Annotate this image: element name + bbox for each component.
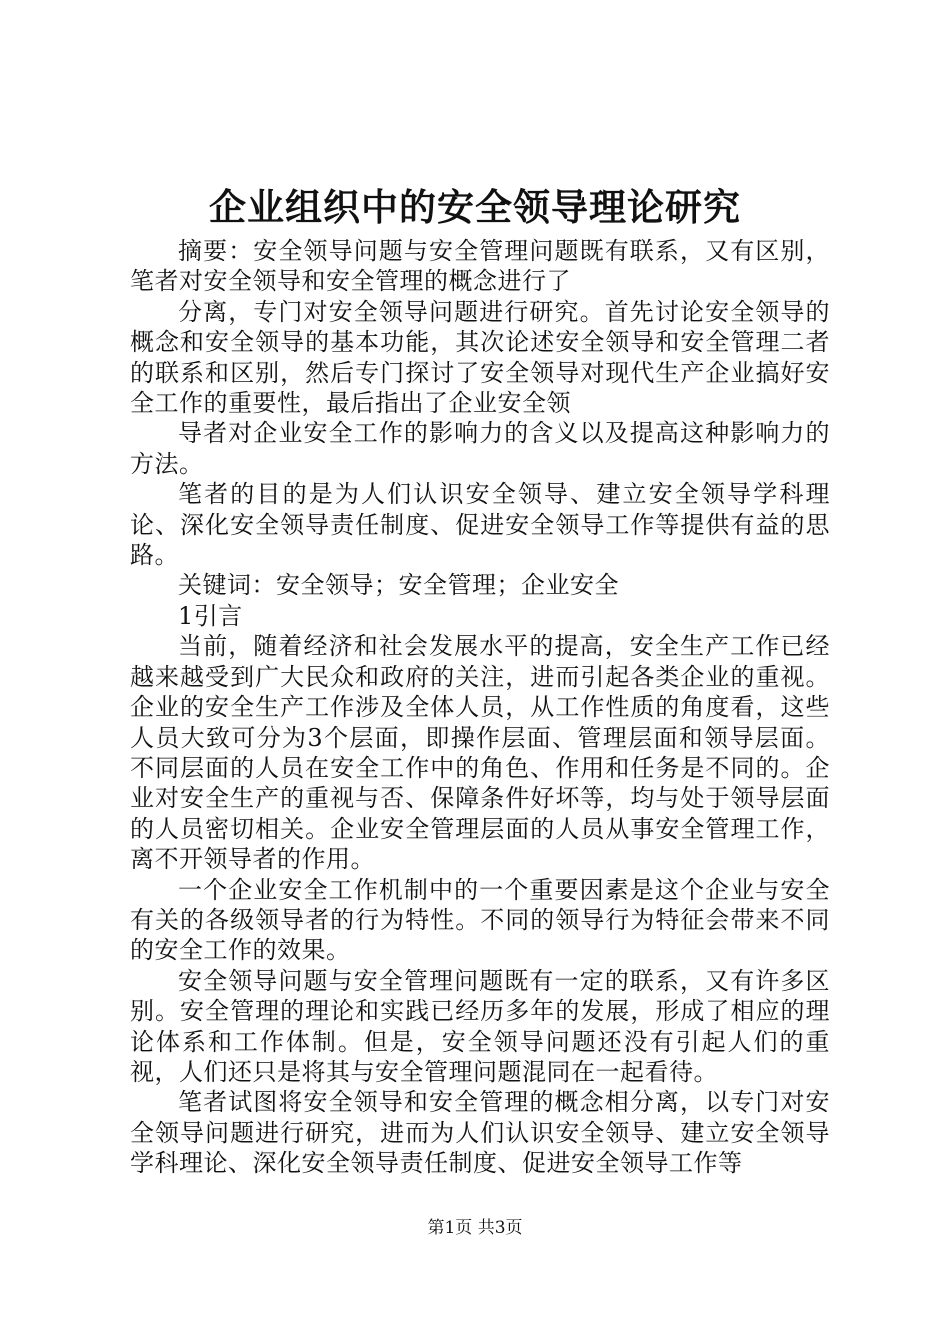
paragraph-abstract-end: 导者对企业安全工作的影响力的含义以及提高这种影响力的方法。 — [130, 419, 830, 478]
paragraph-abstract: 摘要：安全领导问题与安全管理问题既有联系，又有区别，笔者对安全领导和安全管理的概念进行了 — [130, 237, 830, 296]
document-title: 企业组织中的安全领导理论研究 — [209, 185, 741, 229]
paragraph-abstract-continued: 分离，专门对安全领导问题进行研究。首先讨论安全领导的概念和安全领导的基本功能，其次论述安全领导和安全管理二者的联系和区别，然后专门探讨了安全领导对现代生产企业搞好安全工作的重要性，最后指出了企业安全领 — [130, 297, 830, 418]
section-heading-introduction: 1引言 — [178, 601, 243, 630]
paragraph-intro-1: 当前，随着经济和社会发展水平的提高，安全生产工作已经越来越受到广大民众和政府的关注，进而引起各类企业的重视。企业的安全生产工作涉及全体人员，从工作性质的角度看，这些人员大致可分为3个层面，即操作层面、管理层面和领导层面。不同层面的人员在安全工作中的角色、作用和任务是不同的。企业对安全生产的重视与否、保障条件好坏等，均与处于领导层面的人员密切相关。企业安全管理层面的人员从事安全管理工作，离不开领导者的作用。 — [130, 632, 830, 874]
paragraph-intro-3: 安全领导问题与安全管理问题既有一定的联系，又有许多区别。安全管理的理论和实践已经历多年的发展，形成了相应的理论体系和工作体制。但是，安全领导问题还没有引起人们的重视，人们还只是将其与安全管理问题混同在一起看待。 — [130, 966, 830, 1086]
document-body — [130, 236, 830, 1179]
paragraph-purpose: 笔者的目的是为人们认识安全领导、建立安全领导学科理论、深化安全领导责任制度、促进安全领导工作等提供有益的思路。 — [130, 480, 830, 570]
paragraph-intro-2: 一个企业安全工作机制中的一个重要因素是这个企业与安全有关的各级领导者的行为特性。不同的领导行为特征会带来不同的安全工作的效果。 — [130, 875, 830, 965]
paragraph-keywords: 关键词：安全领导；安全管理；企业安全 — [178, 571, 619, 600]
paragraph-intro-4: 笔者试图将安全领导和安全管理的概念相分离，以专门对安全领导问题进行研究，进而为人们认识安全领导、建立安全领导学科理论、深化安全领导责任制度、促进安全领导工作等 — [130, 1088, 830, 1178]
page-number-footer: 第1页 共3页 — [427, 1218, 523, 1238]
